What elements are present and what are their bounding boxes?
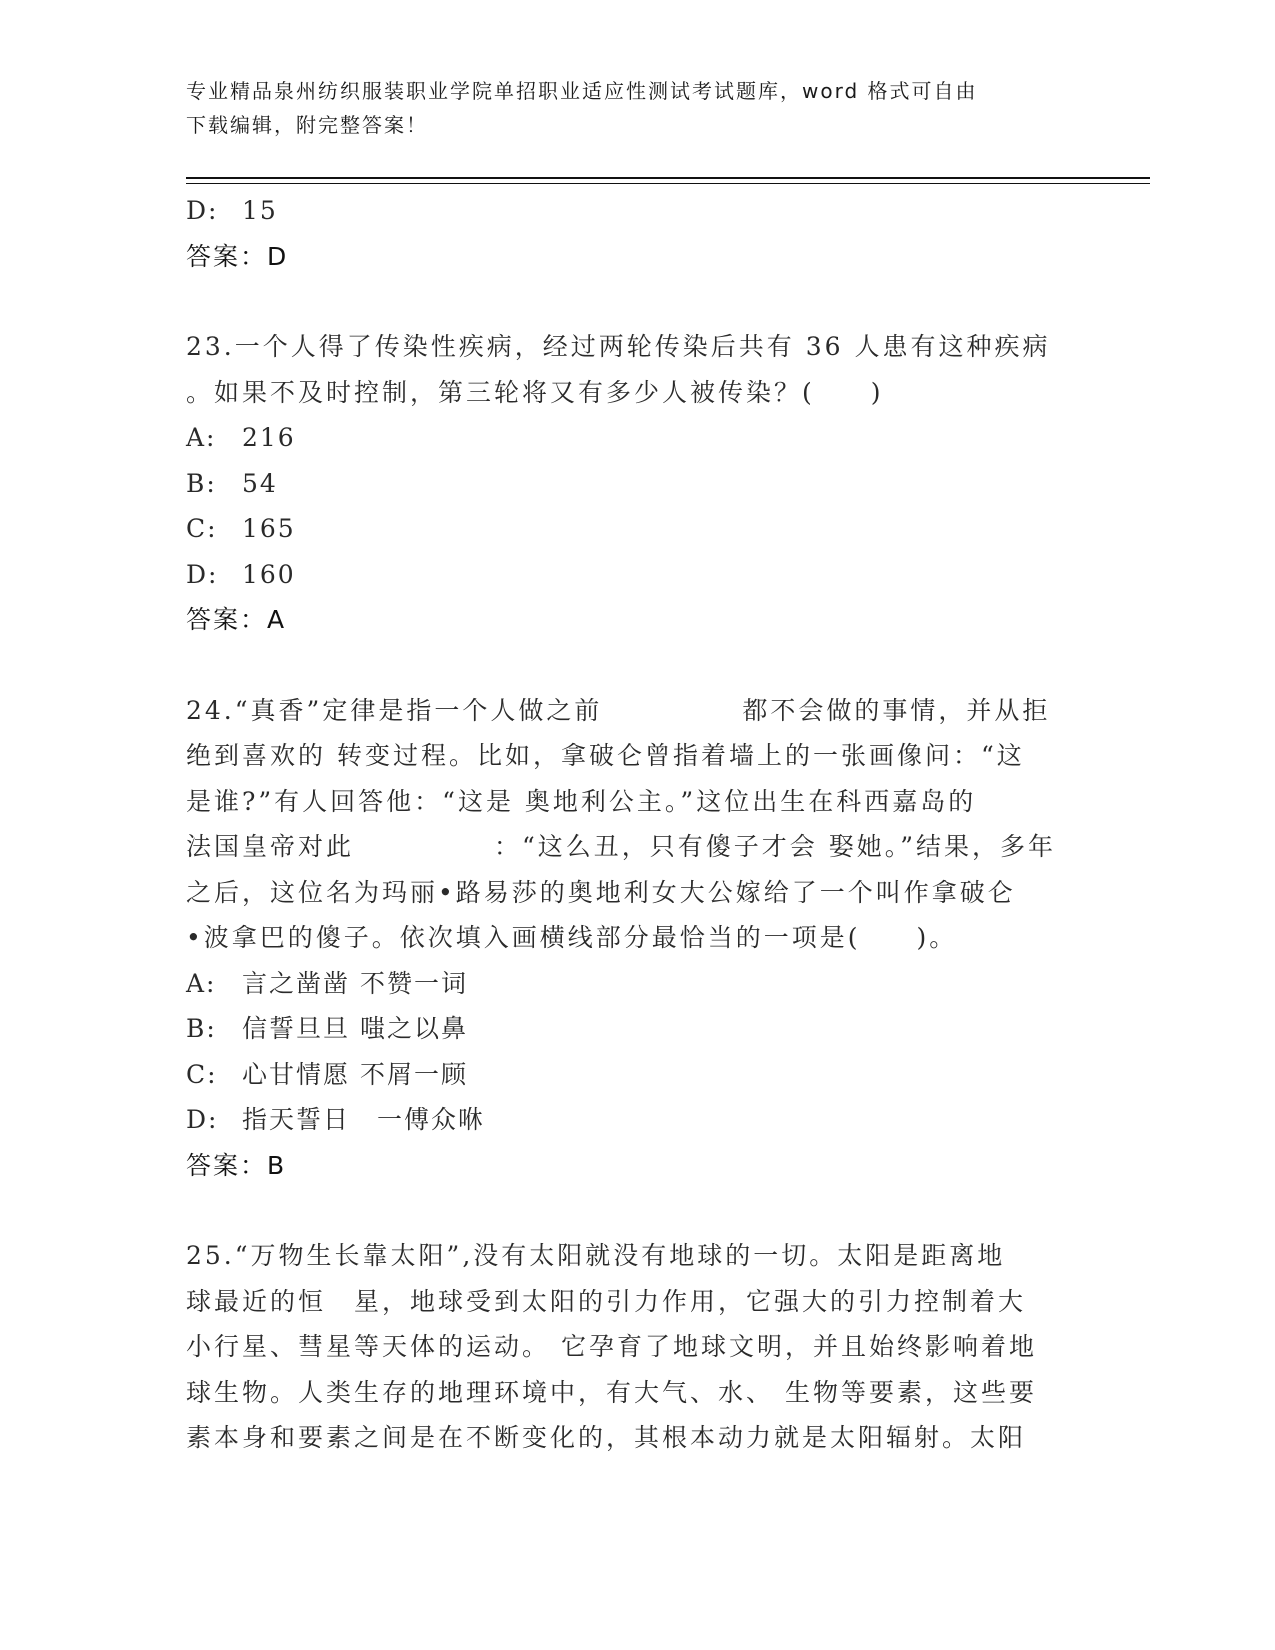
spacer: [186, 643, 1066, 688]
option-d: [186, 1097, 1066, 1143]
option-b: [186, 461, 1066, 507]
question-text-line: 绝到喜欢的 转变过程。比如，拿破仑曾指着墙上的一张画像问：“这: [186, 741, 1025, 770]
spacer: [186, 1188, 1066, 1233]
option-text: 信誓旦旦 嗤之以鼻: [242, 1014, 468, 1043]
option-a: [186, 415, 1066, 461]
option-key: D:: [186, 1105, 219, 1134]
answer-line: 答案：A: [186, 605, 287, 634]
question-text-line: 素本身和要素之间是在不断变化的，其根本动力就是太阳辐射。太阳: [186, 1423, 1027, 1452]
question-24: [186, 688, 1066, 1189]
question-text-line: 是谁?”有人回答他：“这是 奥地利公主。”这位出生在科西嘉岛的: [186, 786, 977, 816]
option-key: D:: [186, 559, 219, 589]
question-text-line: •波拿巴的傻子。依次填入画横线部分最恰当的一项是( )。: [186, 923, 958, 952]
option-c: [186, 506, 1066, 552]
option-text: 216: [242, 423, 296, 452]
option-key: B:: [186, 468, 217, 498]
question-content: [186, 188, 1066, 1461]
option-key: A:: [186, 968, 217, 998]
option-key: A:: [186, 423, 217, 452]
question-text-line: 之后，这位名为玛丽•路易莎的奥地利女大公嫁给了一个叫作拿破仑: [186, 877, 1016, 907]
question-text-line: 球生物。人类生存的地理环境中，有大气、水、 生物等要素，这些要: [186, 1377, 1037, 1407]
question-text-line: 小行星、彗星等天体的运动。 它孕育了地球文明，并且始终影响着地: [186, 1332, 1037, 1361]
option-text: 160: [242, 559, 296, 589]
option-a: [186, 961, 1066, 1007]
prev-question-tail: [186, 188, 1066, 279]
option-key: C:: [186, 514, 218, 543]
option-text: 15: [242, 196, 278, 225]
spacer: [186, 279, 1066, 324]
question-text-line: 。如果不及时控制，第三轮将又有多少人被传染？( ): [186, 377, 884, 407]
question-text-line: 23.一个人得了传染性疾病，经过两轮传染后共有 36 人患有这种疾病: [186, 332, 1051, 361]
header-line-1: 专业精品泉州纺织服装职业学院单招职业适应性测试考试题库，word 格式可自由: [186, 79, 978, 103]
answer-line: 答案：D: [186, 241, 289, 271]
option-text: 165: [242, 514, 296, 543]
page-header: [186, 74, 1066, 142]
option-text: 心甘情愿 不屑一顾: [242, 1059, 468, 1089]
option-key: B:: [186, 1014, 217, 1043]
question-text-line: 球最近的恒 星，地球受到太阳的引力作用，它强大的引力控制着大: [186, 1286, 1027, 1316]
question-23: [186, 324, 1066, 643]
option-d: [186, 552, 1066, 598]
question-25: [186, 1233, 1066, 1461]
answer-line: 答案：B: [186, 1150, 287, 1180]
question-text-line: 24.“真香”定律是指一个人做之前 都不会做的事情，并从拒: [186, 695, 1051, 725]
option-key: C:: [186, 1059, 218, 1089]
question-text-line: 法国皇帝对此 ：“这么丑，只有傻子才会 娶她。”结果，多年: [186, 832, 1057, 861]
header-divider-thin: [186, 183, 1150, 184]
option-d: [186, 188, 1066, 234]
option-c: [186, 1052, 1066, 1098]
option-text: 54: [242, 468, 278, 498]
header-line-2: 下载编辑，附完整答案！: [186, 113, 428, 137]
option-key: D:: [186, 196, 219, 225]
option-text: 指天誓日 一傅众咻: [242, 1105, 486, 1134]
header-divider-thick: [186, 177, 1150, 179]
question-text-line: 25.“万物生长靠太阳”,没有太阳就没有地球的一切。太阳是距离地: [186, 1241, 1006, 1270]
option-text: 言之凿凿 不赞一词: [242, 968, 468, 998]
option-b: [186, 1006, 1066, 1052]
